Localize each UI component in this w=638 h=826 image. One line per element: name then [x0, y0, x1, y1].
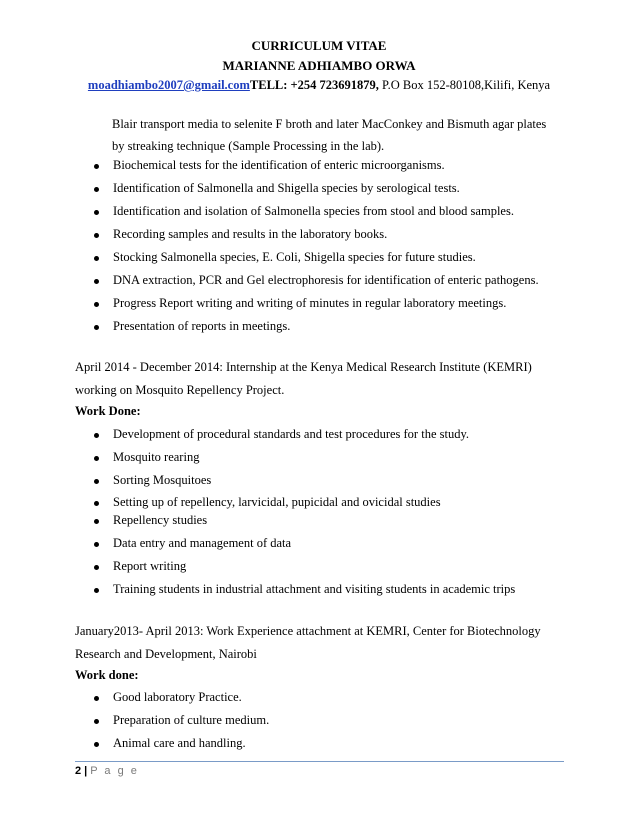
bullet-icon: [94, 542, 99, 547]
work-done-heading: Work Done:: [75, 404, 141, 418]
bullet-icon: [94, 501, 99, 506]
bullet-icon: [94, 210, 99, 215]
bullet-icon: [94, 456, 99, 461]
contact-line: [0, 78, 638, 93]
document-title: CURRICULUM VITAE: [251, 38, 387, 53]
experience-location-line: Research and Development, Nairobi: [75, 647, 257, 661]
bullet-icon: [94, 696, 99, 701]
internship-project-line: working on Mosquito Repellency Project.: [75, 383, 285, 397]
bullet-icon: [94, 433, 99, 438]
bullet-icon: [94, 302, 99, 307]
work-done-heading-2: Work done:: [75, 668, 139, 682]
internship-heading-line: April 2014 - December 2014: Internship at the Kenya Medical Research Institute (KEMRI): [75, 360, 532, 374]
cv-page: CURRICULUM VITAE MARIANNE ADHIAMBO ORWA moadhiambo2007@gmail.comTELL: +254 723691879, P.O Box 152-80108,Kilifi, Kenya Blair transport media to selenite F broth and later MacConkey and Bismuth agar plates by streaking technique (Sample Processing in the lab). Biochemical tests for the identification of enteric microorganisms. Identification of Salmonella and Shigella species by serological tests. Identification and isolation of Salmonella species from stool and blood samples. Recording samples and results in the laboratory books. Stocking Salmonella species, E. Coli, Shigella species for future studies. DNA extraction, PCR and Gel electrophoresis for identification of enteric pathogens. Progress Report writing and writing of minutes in regular laboratory meetings. Presentation of reports in meetings. April 2014 - December 2014: Internship at the Kenya Medical Research Institute (KEMRI) working on Mosquito Repellency Project. Work Done: Development of procedural standards and test procedures for the study. Mosquito rearing Sorting Mosquitoes Setting up of repellency, larvicidal, pupicidal and ovicidal studies Repellency studies Data entry and management of data Report writing Training students in industrial attachment and visiting students in academic trips January2013- April 2013: Work Experience attachment at KEMRI, Center for Biotechnology Research and Development, Nairobi Work done: Good laboratory Practice. Preparation of culture medium. Animal care and handling. 2 | P a g e: [0, 0, 638, 826]
candidate-name: MARIANNE ADHIAMBO ORWA: [222, 58, 416, 73]
email-link[interactable]: moadhiambo2007@gmail.com: [87, 78, 250, 92]
bullet-icon: [94, 479, 99, 484]
bullet-icon: [94, 719, 99, 724]
bullet-icon: [94, 742, 99, 747]
bullet-icon: [94, 588, 99, 593]
bullet-icon: [94, 187, 99, 192]
bullet-icon: [94, 233, 99, 238]
bullet-icon: [94, 279, 99, 284]
bullet-icon: [94, 325, 99, 330]
postal-address: P.O Box 152-80108,Kilifi, Kenya: [378, 78, 551, 92]
intro-paragraph: Blair transport media to selenite F broth and later MacConkey and Bismuth agar plates by streaking technique (Sample Processing in the lab).: [112, 117, 547, 153]
bullet-icon: [94, 519, 99, 524]
page-number: 2: [75, 765, 82, 777]
footer-divider: [75, 761, 564, 762]
bullet-icon: [94, 164, 99, 169]
bullet-icon: [94, 565, 99, 570]
page-label: P a g e: [90, 765, 139, 777]
footer-separator: |: [84, 765, 88, 777]
telephone: TELL: +254 723691879,: [249, 78, 379, 92]
experience-heading-line: January2013- April 2013: Work Experience attachment at KEMRI, Center for Biotechnology: [75, 624, 541, 638]
bullet-icon: [94, 256, 99, 261]
page-footer: [75, 765, 139, 777]
